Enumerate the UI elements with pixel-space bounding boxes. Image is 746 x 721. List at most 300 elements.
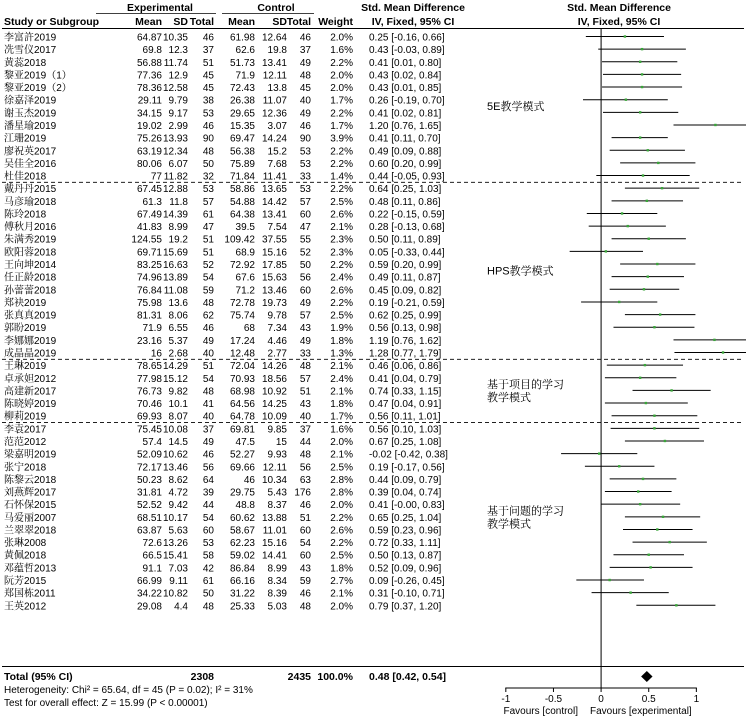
cell-n1-0-0: 46	[202, 32, 214, 44]
cell-sd1-1-6: 16.63	[162, 260, 188, 272]
x-label-right: Favours [experimental]	[590, 706, 692, 717]
cell-weight-0-4: 2.0%	[330, 83, 353, 95]
cell-study-1-0: 戴丹丹2015	[4, 184, 57, 196]
cell-n1-1-6: 52	[202, 260, 214, 272]
cell-n1-3-14: 48	[202, 601, 214, 613]
col-sd1: SD	[173, 16, 188, 28]
cell-sd1-0-11: 11.82	[163, 171, 188, 183]
cell-n2-1-2: 60	[299, 209, 311, 221]
subgroup-label-3-1: 教学模式	[487, 518, 531, 531]
point-0-2	[639, 61, 641, 63]
cell-n1-1-13: 40	[202, 348, 214, 360]
cell-mean2-1-11: 68	[243, 323, 255, 335]
cell-study-0-4: 黎亚2019（2）	[4, 83, 72, 95]
cell-ci-3-2: -0.02 [-0.42, 0.38]	[369, 449, 448, 461]
cell-weight-1-10: 2.5%	[330, 310, 353, 322]
cell-sd1-0-8: 13.93	[162, 133, 188, 145]
cell-n1-3-11: 42	[202, 563, 214, 575]
cell-sd1-3-11: 7.03	[168, 563, 188, 575]
cell-sd1-2-1: 15.12	[162, 373, 188, 385]
point-1-4	[648, 238, 650, 240]
cell-mean2-1-8: 71.2	[235, 285, 255, 297]
cell-ci-1-7: 0.49 [0.11, 0.87]	[369, 272, 441, 284]
cell-n2-3-11: 43	[299, 563, 311, 575]
cell-mean2-3-6: 48.8	[235, 500, 255, 512]
cell-n2-1-6: 50	[299, 260, 311, 272]
cell-mean2-1-12: 17.24	[229, 335, 255, 347]
cell-mean1-1-12: 23.16	[136, 335, 162, 347]
cell-n2-1-3: 47	[299, 222, 311, 234]
cell-study-2-3: 陈晓婷2019	[4, 399, 57, 411]
cell-study-3-6: 石怀保2015	[4, 500, 57, 512]
cell-n1-0-2: 51	[202, 57, 214, 69]
cell-mean2-0-9: 56.38	[229, 146, 255, 158]
cell-sd1-1-7: 13.89	[162, 272, 188, 284]
cell-mean1-0-9: 63.19	[136, 146, 162, 158]
cell-mean2-2-2: 68.98	[229, 386, 255, 398]
point-0-10	[657, 162, 659, 164]
cell-n2-1-8: 60	[299, 285, 311, 297]
cell-mean1-0-0: 64.87	[136, 32, 162, 44]
x-tick-label-2: 0	[598, 694, 604, 705]
point-3-0	[653, 427, 655, 429]
pooled-diamond	[641, 671, 652, 682]
cell-weight-3-11: 1.8%	[330, 563, 353, 575]
cell-ci-0-0: 0.25 [-0.16, 0.66]	[369, 32, 445, 44]
cell-mean1-0-5: 29.11	[137, 95, 162, 107]
cell-mean2-1-6: 72.92	[229, 260, 255, 272]
cell-study-0-9: 廖祝英2017	[4, 146, 57, 158]
cell-mean2-0-1: 62.6	[235, 45, 255, 57]
point-3-10	[648, 554, 650, 556]
total-n2: 2435	[287, 671, 311, 683]
cell-ci-3-6: 0.41 [-0.00, 0.83]	[369, 500, 445, 512]
cell-sd1-0-2: 11.74	[163, 57, 188, 69]
cell-mean1-3-0: 75.45	[136, 424, 162, 436]
cell-n1-3-8: 60	[202, 525, 214, 537]
cell-sd1-3-10: 15.41	[162, 550, 188, 562]
cell-sd1-1-0: 12.88	[162, 184, 188, 196]
point-1-7	[647, 275, 649, 277]
x-tick-label-4: 1	[693, 694, 700, 705]
cell-mean2-0-6: 29.65	[229, 108, 255, 120]
cell-sd1-3-5: 4.72	[168, 487, 188, 499]
cell-weight-3-2: 2.1%	[330, 449, 353, 461]
point-2-0	[644, 364, 646, 366]
cell-n2-3-3: 56	[299, 462, 311, 474]
col-mean1: Mean	[135, 16, 162, 28]
cell-n2-0-9: 53	[299, 146, 311, 158]
cell-sd1-3-9: 13.26	[162, 538, 188, 550]
cell-ci-1-8: 0.45 [0.09, 0.82]	[369, 285, 442, 297]
cell-n2-0-7: 46	[299, 120, 311, 132]
cell-n1-0-3: 45	[202, 70, 214, 82]
cell-study-0-3: 黎亚2019（1）	[4, 70, 72, 82]
cell-mean1-3-13: 34.22	[136, 588, 162, 600]
cell-mean2-0-5: 26.38	[229, 95, 255, 107]
cell-ci-2-3: 0.47 [0.04, 0.91]	[369, 399, 442, 411]
cell-weight-3-8: 2.6%	[330, 525, 353, 537]
point-1-6	[656, 263, 658, 265]
cell-n1-3-3: 56	[202, 462, 214, 474]
cell-study-3-0: 李袁2017	[4, 424, 47, 436]
cell-study-2-1: 卓承妲2012	[4, 373, 57, 385]
cell-sd1-0-0: 10.35	[162, 32, 188, 44]
cell-mean2-0-10: 75.89	[229, 158, 255, 170]
cell-study-2-4: 柳莉2019	[4, 411, 47, 423]
cell-weight-3-0: 1.6%	[330, 424, 353, 436]
cell-sd1-2-0: 14.29	[162, 361, 188, 373]
cell-sd1-1-8: 11.08	[163, 285, 188, 297]
cell-sd1-0-7: 2.99	[168, 120, 188, 132]
cell-n1-2-3: 41	[202, 399, 214, 411]
cell-mean2-0-4: 72.43	[229, 83, 255, 95]
point-2-4	[653, 415, 655, 417]
cell-sd2-1-13: 2.77	[267, 348, 287, 360]
cell-study-1-4: 朱满秀2019	[4, 234, 57, 246]
cell-sd2-1-3: 7.54	[267, 222, 287, 234]
cell-n2-3-8: 60	[299, 525, 311, 537]
cell-mean2-3-13: 31.22	[229, 588, 255, 600]
cell-mean1-3-10: 66.5	[142, 550, 162, 562]
cell-study-0-5: 徐嘉泽2019	[4, 95, 57, 107]
cell-n1-1-9: 48	[202, 297, 214, 309]
subgroup-label-1-0: HPS教学模式	[487, 265, 554, 278]
cell-weight-2-0: 2.1%	[330, 361, 353, 373]
cell-n2-2-0: 48	[299, 361, 311, 373]
cell-weight-0-10: 2.2%	[330, 158, 353, 170]
cell-mean1-3-3: 72.17	[136, 462, 162, 474]
cell-mean2-3-10: 59.02	[229, 550, 255, 562]
col-sd2: SD	[272, 16, 287, 28]
cell-study-0-11: 杜佳2018	[4, 171, 47, 183]
cell-weight-3-1: 2.0%	[330, 436, 353, 448]
header-smd-left: Std. Mean Difference	[361, 2, 465, 14]
cell-study-1-9: 郑袂2019	[4, 297, 47, 309]
cell-sd2-3-6: 8.37	[267, 500, 287, 512]
cell-mean2-3-1: 47.5	[235, 436, 255, 448]
point-0-6	[639, 111, 641, 113]
cell-mean1-0-11: 77	[150, 171, 162, 183]
cell-n2-0-11: 33	[299, 171, 311, 183]
cell-study-3-11: 邓蕴哲2013	[4, 563, 57, 575]
point-0-3	[641, 73, 643, 75]
cell-study-1-11: 郭盼2019	[4, 323, 47, 335]
cell-study-1-5: 欧阳蓉2018	[4, 247, 57, 259]
cell-n1-3-0: 37	[202, 424, 214, 436]
cell-mean2-3-5: 29.75	[229, 487, 255, 499]
cell-ci-3-4: 0.44 [0.09, 0.79]	[369, 474, 442, 486]
cell-study-0-7: 潘星瑜2019	[4, 120, 57, 132]
cell-weight-3-6: 2.0%	[330, 500, 353, 512]
cell-sd2-1-10: 9.78	[267, 310, 287, 322]
cell-mean2-0-2: 51.73	[229, 57, 255, 69]
cell-mean1-1-3: 41.83	[136, 222, 162, 234]
cell-mean2-1-4: 109.42	[224, 234, 255, 246]
point-0-4	[641, 86, 643, 88]
cell-sd2-0-6: 12.36	[261, 108, 287, 120]
cell-mean2-2-1: 70.93	[229, 373, 255, 385]
cell-study-0-2: 黄蕊2018	[4, 57, 47, 69]
cell-sd1-1-13: 2.68	[168, 348, 188, 360]
cell-ci-1-5: 0.05 [-0.33, 0.44]	[369, 247, 445, 259]
col-total1: Total	[189, 16, 214, 28]
cell-ci-0-2: 0.41 [0.01, 0.80]	[369, 57, 442, 69]
cell-mean2-3-12: 66.16	[229, 576, 255, 588]
subgroup-label-2-1: 教学模式	[487, 391, 531, 404]
cell-mean2-3-14: 25.33	[229, 601, 255, 613]
cell-weight-1-12: 1.8%	[330, 335, 353, 347]
cell-ci-0-7: 1.20 [0.76, 1.65]	[369, 120, 442, 132]
cell-n2-1-11: 43	[299, 323, 311, 335]
point-1-11	[653, 326, 655, 328]
cell-n1-0-7: 46	[202, 120, 214, 132]
cell-weight-1-6: 2.2%	[330, 260, 353, 272]
point-0-0	[624, 35, 626, 37]
col-total2: Total	[286, 16, 311, 28]
cell-ci-0-4: 0.43 [0.01, 0.85]	[369, 83, 442, 95]
cell-weight-0-5: 1.7%	[330, 95, 353, 107]
cell-n2-0-10: 53	[299, 158, 311, 170]
cell-mean1-2-0: 78.65	[136, 361, 162, 373]
overall-effect-text: Test for overall effect: Z = 15.99 (P < 0.00001)	[4, 698, 208, 709]
cell-ci-1-13: 1.28 [0.77, 1.79]	[369, 348, 442, 360]
point-0-11	[642, 174, 644, 176]
cell-n2-3-14: 48	[299, 601, 311, 613]
cell-sd2-1-4: 37.55	[261, 234, 287, 246]
cell-weight-0-11: 1.4%	[330, 171, 353, 183]
cell-n2-1-7: 56	[299, 272, 311, 284]
cell-mean2-2-0: 72.04	[229, 361, 255, 373]
point-0-1	[641, 48, 643, 50]
cell-study-1-12: 李娜娜2019	[4, 335, 57, 347]
cell-weight-1-13: 1.3%	[330, 348, 353, 360]
heterogeneity-text: Heterogeneity: Chi² = 65.64, df = 45 (P = 0.02); I² = 31%	[4, 685, 253, 696]
cell-ci-3-8: 0.59 [0.23, 0.96]	[369, 525, 442, 537]
cell-study-1-7: 任正龄2018	[4, 272, 57, 284]
cell-sd1-2-4: 8.07	[168, 411, 188, 423]
cell-study-3-2: 梁嘉明2019	[4, 449, 57, 461]
cell-mean1-1-5: 69.71	[136, 247, 162, 259]
cell-mean1-3-1: 57.4	[142, 436, 162, 448]
cell-mean1-3-6: 52.52	[136, 500, 162, 512]
cell-mean1-3-8: 63.87	[136, 525, 162, 537]
subgroup-labels	[487, 99, 564, 530]
cell-mean2-2-3: 64.56	[229, 399, 255, 411]
point-1-0	[661, 187, 663, 189]
cell-weight-1-2: 2.6%	[330, 209, 353, 221]
point-3-11	[649, 566, 651, 568]
cell-mean2-2-4: 64.78	[229, 411, 255, 423]
cell-sd1-0-4: 12.58	[162, 83, 188, 95]
cell-n1-1-10: 62	[202, 310, 214, 322]
cell-ci-0-1: 0.43 [-0.03, 0.89]	[369, 45, 445, 57]
x-tick-label-3: 0.5	[641, 694, 656, 705]
cell-sd2-1-2: 13.41	[261, 209, 287, 221]
cell-weight-1-0: 2.2%	[330, 184, 353, 196]
cell-n2-3-5: 176	[294, 487, 311, 499]
cell-weight-2-1: 2.4%	[330, 373, 353, 385]
cell-mean1-0-4: 78.36	[136, 83, 162, 95]
cell-study-3-7: 马爱丽2007	[4, 512, 57, 524]
cell-sd2-1-6: 17.85	[261, 260, 287, 272]
total-weight: 100.0%	[317, 671, 353, 683]
cell-weight-3-7: 2.2%	[330, 512, 353, 524]
total-label: Total (95% CI)	[4, 671, 73, 683]
cell-ci-0-10: 0.60 [0.20, 0.99]	[369, 158, 442, 170]
cell-sd2-3-1: 15	[275, 436, 287, 448]
cell-mean1-3-14: 29.08	[136, 601, 162, 613]
cell-n1-0-10: 50	[202, 158, 214, 170]
col-method-right: IV, Fixed, 95% CI	[577, 16, 661, 28]
cell-n2-1-9: 49	[299, 297, 311, 309]
cell-ci-0-6: 0.41 [0.02, 0.81]	[369, 108, 442, 120]
cell-sd2-3-4: 10.34	[261, 474, 287, 486]
header-smd-right: Std. Mean Difference	[567, 2, 671, 14]
cell-mean2-3-0: 69.81	[229, 424, 255, 436]
cell-n1-1-5: 51	[202, 247, 214, 259]
x-label-left: Favours [control]	[503, 706, 578, 717]
cell-weight-3-3: 2.5%	[330, 462, 353, 474]
cell-mean1-1-10: 81.31	[136, 310, 162, 322]
cell-sd2-0-3: 12.11	[262, 70, 287, 82]
cell-sd2-3-11: 8.99	[267, 563, 287, 575]
cell-weight-2-3: 1.8%	[330, 399, 353, 411]
cell-ci-1-1: 0.48 [0.11, 0.86]	[369, 196, 441, 208]
cell-mean1-3-11: 91.1	[142, 563, 162, 575]
cell-sd2-3-9: 15.16	[261, 538, 287, 550]
point-2-3	[645, 402, 647, 404]
x-tick-label-0: -1	[501, 694, 511, 705]
cell-ci-1-6: 0.59 [0.20, 0.99]	[369, 260, 442, 272]
cell-n1-1-3: 47	[202, 222, 214, 234]
point-3-13	[629, 591, 631, 593]
cell-n2-3-4: 63	[299, 474, 311, 486]
cell-n1-0-9: 48	[202, 146, 214, 158]
col-method-left: IV, Fixed, 95% CI	[371, 16, 455, 28]
point-1-13	[722, 351, 724, 353]
cell-sd1-1-9: 13.6	[168, 297, 188, 309]
point-2-1	[639, 377, 641, 379]
cell-ci-3-13: 0.31 [-0.10, 0.71]	[369, 588, 445, 600]
cell-n2-0-8: 90	[299, 133, 311, 145]
point-0-8	[639, 136, 641, 138]
cell-sd1-3-2: 10.62	[162, 449, 188, 461]
cell-n2-1-12: 49	[299, 335, 311, 347]
cell-n2-1-13: 33	[299, 348, 311, 360]
cell-n1-1-0: 53	[202, 184, 214, 196]
cell-n1-3-4: 64	[202, 474, 214, 486]
cell-study-0-6: 谢玉杰2019	[4, 108, 57, 120]
cell-study-3-10: 黄佩2018	[4, 550, 47, 562]
col-study: Study or Subgroup	[4, 16, 100, 28]
cell-sd1-3-1: 14.5	[168, 436, 188, 448]
cell-n2-1-4: 55	[299, 234, 311, 246]
cell-ci-3-12: 0.09 [-0.26, 0.45]	[369, 576, 445, 588]
cell-weight-1-3: 2.1%	[330, 222, 353, 234]
cell-weight-0-9: 2.2%	[330, 146, 353, 158]
cell-weight-2-2: 2.1%	[330, 386, 353, 398]
cell-n2-3-6: 46	[299, 500, 311, 512]
cell-sd1-1-1: 11.8	[169, 196, 188, 208]
cell-sd1-3-13: 10.82	[162, 588, 188, 600]
cell-sd2-2-2: 10.92	[261, 386, 287, 398]
header-experimental: Experimental	[127, 2, 193, 14]
cell-n2-0-4: 45	[299, 83, 311, 95]
cell-n1-1-8: 59	[202, 285, 214, 297]
cell-mean2-0-8: 69.47	[229, 133, 255, 145]
point-3-4	[642, 478, 644, 480]
cell-weight-1-11: 1.9%	[330, 323, 353, 335]
cell-ci-1-0: 0.64 [0.25, 1.03]	[369, 184, 442, 196]
point-1-9	[618, 301, 620, 303]
cell-n1-3-13: 50	[202, 588, 214, 600]
cell-mean2-0-7: 15.35	[229, 120, 255, 132]
cell-sd2-1-12: 4.46	[267, 335, 287, 347]
cell-ci-3-1: 0.67 [0.25, 1.08]	[369, 436, 442, 448]
cell-sd1-0-6: 9.17	[168, 108, 188, 120]
cell-n1-3-1: 49	[202, 436, 214, 448]
cell-n1-0-4: 45	[202, 83, 214, 95]
cell-mean1-1-8: 76.84	[136, 285, 162, 297]
cell-sd2-0-4: 13.8	[267, 83, 287, 95]
cell-sd2-1-7: 15.63	[261, 272, 287, 284]
cell-sd1-0-3: 12.9	[168, 70, 188, 82]
cell-sd2-0-0: 12.64	[261, 32, 287, 44]
cell-mean1-3-4: 50.23	[136, 474, 162, 486]
cell-mean2-1-7: 67.6	[235, 272, 255, 284]
cell-mean2-1-0: 58.86	[229, 184, 255, 196]
cell-sd1-2-3: 10.1	[168, 399, 188, 411]
cell-study-0-0: 李富許2019	[4, 32, 57, 44]
cell-weight-0-0: 2.0%	[330, 32, 353, 44]
cell-weight-0-8: 3.9%	[330, 133, 353, 145]
cell-n2-3-9: 54	[299, 538, 311, 550]
point-3-3	[618, 465, 620, 467]
cell-n2-3-1: 44	[299, 436, 311, 448]
cell-study-2-0: 王琳2019	[4, 361, 47, 373]
cell-ci-1-2: 0.22 [-0.15, 0.59]	[369, 209, 445, 221]
cell-n1-0-11: 32	[202, 171, 214, 183]
cell-mean2-1-9: 72.78	[229, 297, 255, 309]
cell-sd1-0-1: 12.3	[168, 45, 188, 57]
cell-mean1-3-2: 52.09	[136, 449, 162, 461]
cell-weight-1-1: 2.5%	[330, 196, 353, 208]
cell-n2-3-7: 51	[299, 512, 311, 524]
cell-study-1-10: 张真真2019	[4, 310, 57, 322]
point-3-7	[662, 516, 664, 518]
cell-mean1-1-1: 61.3	[142, 196, 162, 208]
cell-weight-0-3: 2.0%	[330, 70, 353, 82]
cell-mean2-3-8: 58.67	[229, 525, 255, 537]
cell-n1-0-5: 38	[202, 95, 214, 107]
cell-weight-1-8: 2.6%	[330, 285, 353, 297]
cell-n1-1-12: 49	[202, 335, 214, 347]
cell-ci-1-12: 1.19 [0.76, 1.62]	[369, 335, 442, 347]
cell-sd2-2-3: 14.25	[261, 399, 287, 411]
cell-weight-1-9: 2.2%	[330, 297, 353, 309]
cell-sd1-3-6: 9.42	[168, 500, 188, 512]
cell-weight-3-14: 2.0%	[330, 601, 353, 613]
cell-mean2-3-11: 86.84	[229, 563, 255, 575]
cell-study-0-8: 江珊2019	[4, 133, 47, 145]
cell-ci-3-14: 0.79 [0.37, 1.20]	[369, 601, 442, 613]
point-3-8	[656, 528, 658, 530]
cell-n1-2-0: 51	[202, 361, 214, 373]
subgroup-label-0-0: 5E教学模式	[487, 101, 545, 114]
cell-mean1-1-4: 124.55	[131, 234, 162, 246]
cell-weight-3-13: 2.1%	[330, 588, 353, 600]
